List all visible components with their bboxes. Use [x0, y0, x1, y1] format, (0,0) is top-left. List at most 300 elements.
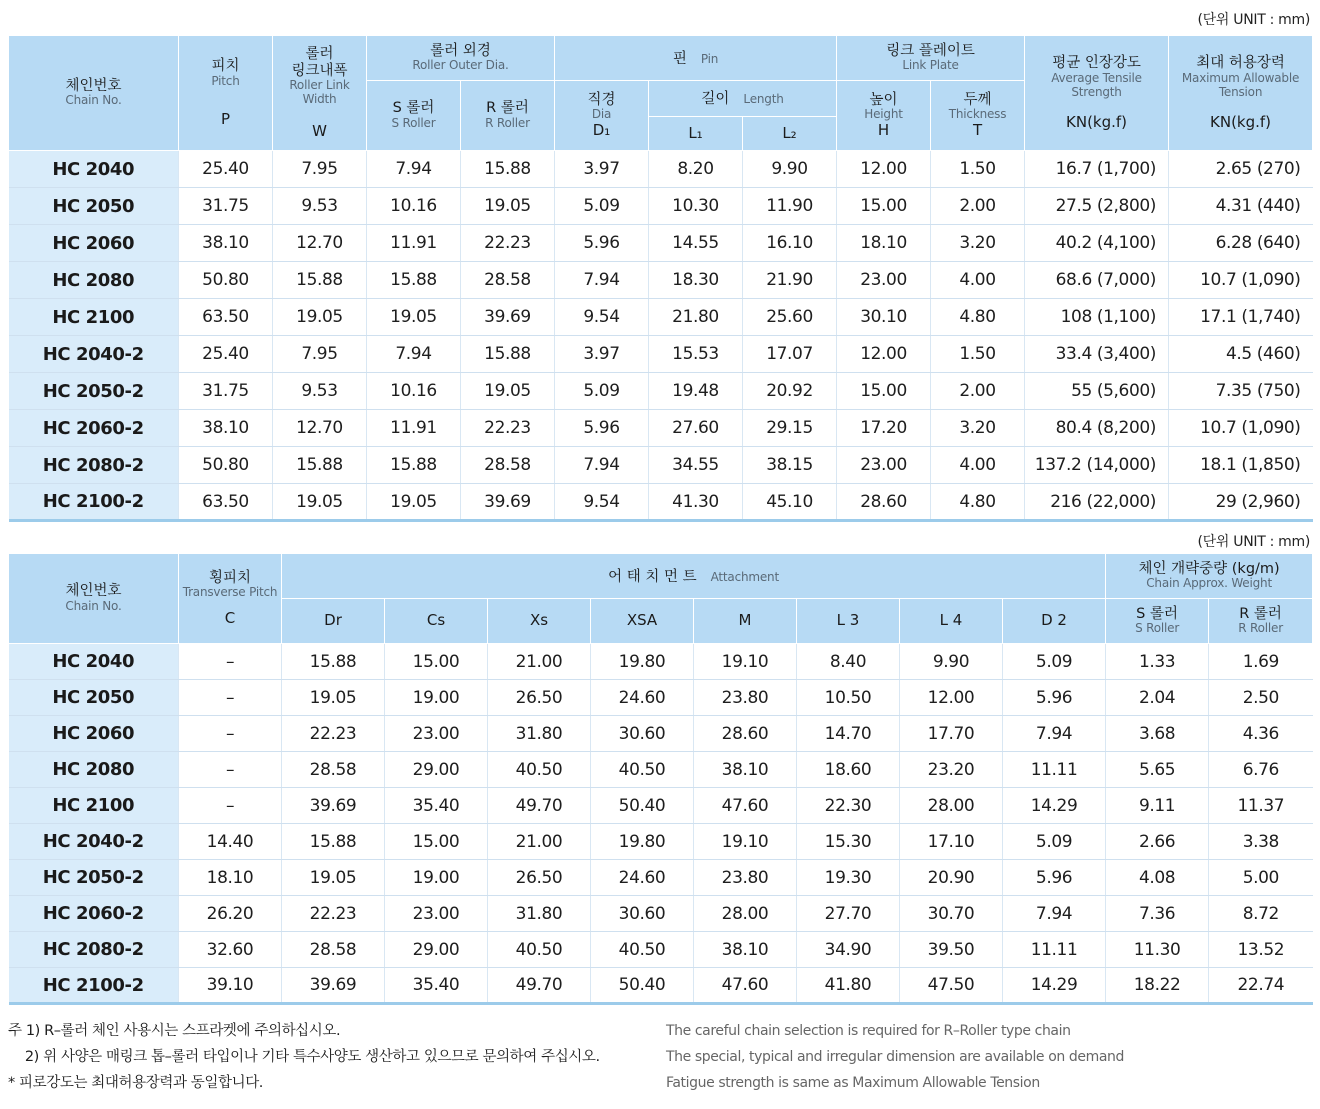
table-row	[9, 716, 1313, 752]
table-cell: 35.40	[385, 968, 488, 1004]
header-pitch: 피치 Pitch P	[179, 36, 273, 151]
chain-number-cell: HC 2060	[9, 716, 179, 752]
table-cell: 39.50	[900, 932, 1003, 968]
chain-number-cell: HC 2050	[9, 188, 179, 225]
table-cell: 18.10	[179, 860, 282, 896]
table-cell: 2.65 (270)	[1169, 151, 1313, 188]
table-row	[9, 151, 1313, 188]
table-cell: 63.50	[179, 299, 273, 336]
table-cell: 15.00	[837, 373, 931, 410]
header-l2: L₂	[743, 117, 837, 151]
header-roller-link-width: 롤러 링크내폭 Roller Link Width W	[273, 36, 367, 151]
table-cell: 3.20	[931, 225, 1025, 262]
table-cell: 2.66	[1106, 824, 1209, 860]
table-cell: 19.00	[385, 680, 488, 716]
table-cell: 18.10	[837, 225, 931, 262]
table-cell: 8.40	[797, 644, 900, 680]
note-ko-3: * 피로강도는 최대허용장력과 동일합니다.	[8, 1075, 264, 1091]
table-row	[9, 860, 1313, 896]
table-cell: 8.72	[1209, 896, 1313, 932]
table-cell: 19.05	[273, 299, 367, 336]
table-cell: 19.80	[591, 644, 694, 680]
table-cell: 15.88	[273, 447, 367, 484]
table-cell: 19.05	[461, 373, 555, 410]
table-cell: 14.29	[1003, 968, 1106, 1004]
table-cell: 47.60	[694, 968, 797, 1004]
table-cell: 23.20	[900, 752, 1003, 788]
header-max-allowable-tension: 최대 허용장력 Maximum Allowable Tension KN(kg.f)	[1169, 36, 1313, 151]
table-cell: 7.36	[1106, 896, 1209, 932]
table-cell: 17.1 (1,740)	[1169, 299, 1313, 336]
table-cell: 28.00	[900, 788, 1003, 824]
table-cell: 26.50	[488, 680, 591, 716]
table-cell: 14.55	[649, 225, 743, 262]
note-en-2: The special, typical and irregular dimension are available on demand	[666, 1049, 1124, 1065]
table-cell: 6.28 (640)	[1169, 225, 1313, 262]
table-cell: –	[179, 680, 282, 716]
table-cell: –	[179, 716, 282, 752]
table-cell: 7.94	[1003, 896, 1106, 932]
table-cell: 16.7 (1,700)	[1025, 151, 1169, 188]
table-cell: 15.88	[461, 336, 555, 373]
table-cell: 23.00	[385, 896, 488, 932]
table-cell: 7.95	[273, 336, 367, 373]
chain-number-cell: HC 2060-2	[9, 896, 179, 932]
table-cell: 7.94	[555, 262, 649, 299]
table-cell: 18.22	[1106, 968, 1209, 1004]
table-cell: 4.36	[1209, 716, 1313, 752]
table-row	[9, 968, 1313, 1004]
table-cell: 17.10	[900, 824, 1003, 860]
table-cell: 7.94	[555, 447, 649, 484]
table-cell: 50.40	[591, 788, 694, 824]
header-weight-r-roller: R 롤러 R Roller	[1209, 599, 1313, 644]
header-chain-weight: 체인 개략중량 (kg/m) Chain Approx. Weight	[1106, 554, 1313, 599]
table-row	[9, 788, 1313, 824]
header-transverse-pitch: 횡피치 Transverse Pitch C	[179, 554, 282, 644]
header-pin: 핀 Pin	[555, 36, 837, 81]
unit-label-top: (단위 UNIT : mm)	[1197, 12, 1310, 28]
table-cell: 9.90	[743, 151, 837, 188]
table-cell: 30.10	[837, 299, 931, 336]
header-cs: Cs	[385, 599, 488, 644]
table-cell: 216 (22,000)	[1025, 484, 1169, 521]
table-cell: 9.90	[900, 644, 1003, 680]
table-cell: 5.00	[1209, 860, 1313, 896]
table-cell: 18.1 (1,850)	[1169, 447, 1313, 484]
table-cell: 39.10	[179, 968, 282, 1004]
table-cell: 17.70	[900, 716, 1003, 752]
table-row	[9, 680, 1313, 716]
table-cell: 29.15	[743, 410, 837, 447]
table-cell: 63.50	[179, 484, 273, 521]
table-cell: 11.91	[367, 410, 461, 447]
table-cell: 30.70	[900, 896, 1003, 932]
table-row	[9, 824, 1313, 860]
table-cell: 7.35 (750)	[1169, 373, 1313, 410]
table-cell: 15.00	[837, 188, 931, 225]
chain-number-cell: HC 2100-2	[9, 968, 179, 1004]
table-cell: 12.00	[900, 680, 1003, 716]
table-cell: 38.10	[179, 225, 273, 262]
table-cell: 49.70	[488, 788, 591, 824]
table-cell: 22.23	[461, 410, 555, 447]
table-cell: 28.00	[694, 896, 797, 932]
table-cell: 14.40	[179, 824, 282, 860]
table-cell: 5.65	[1106, 752, 1209, 788]
table-cell: 15.88	[367, 447, 461, 484]
table-cell: 38.10	[694, 932, 797, 968]
header-r-roller: R 롤러 R Roller	[461, 81, 555, 151]
table-cell: 22.30	[797, 788, 900, 824]
header-d2: D 2	[1003, 599, 1106, 644]
table-cell: 21.00	[488, 824, 591, 860]
table-cell: 11.11	[1003, 752, 1106, 788]
table-cell: 28.60	[694, 716, 797, 752]
table-cell: 19.48	[649, 373, 743, 410]
chain-number-cell: HC 2100	[9, 788, 179, 824]
table-cell: 12.70	[273, 225, 367, 262]
table-cell: 26.20	[179, 896, 282, 932]
table-cell: 10.7 (1,090)	[1169, 410, 1313, 447]
table-cell: 15.88	[461, 151, 555, 188]
table-cell: 15.88	[367, 262, 461, 299]
unit-label-bottom: (단위 UNIT : mm)	[1197, 534, 1310, 550]
table-cell: 3.68	[1106, 716, 1209, 752]
table-cell: 3.38	[1209, 824, 1313, 860]
table-cell: 34.90	[797, 932, 900, 968]
table-cell: 15.88	[273, 262, 367, 299]
table-cell: 19.10	[694, 824, 797, 860]
table-cell: 50.40	[591, 968, 694, 1004]
header-plate-thickness: 두께 Thickness T	[931, 81, 1025, 151]
table-cell: 7.94	[367, 151, 461, 188]
table-cell: 5.09	[1003, 644, 1106, 680]
table-cell: 16.10	[743, 225, 837, 262]
header-pin-length: 길이 Length	[649, 81, 837, 117]
table-cell: 50.80	[179, 447, 273, 484]
table-cell: 9.11	[1106, 788, 1209, 824]
table-cell: 5.09	[555, 188, 649, 225]
table-row	[9, 484, 1313, 521]
header-link-plate: 링크 플레이트 Link Plate	[837, 36, 1025, 81]
table-cell: 2.00	[931, 188, 1025, 225]
table-cell: 29.00	[385, 932, 488, 968]
table-cell: 1.69	[1209, 644, 1313, 680]
table-cell: 5.96	[555, 410, 649, 447]
table-cell: 9.54	[555, 484, 649, 521]
notes-english	[666, 1018, 1124, 1096]
header-xsa: XSA	[591, 599, 694, 644]
table-cell: 17.20	[837, 410, 931, 447]
table-cell: 17.07	[743, 336, 837, 373]
table-cell: 55 (5,600)	[1025, 373, 1169, 410]
table-cell: 15.88	[282, 824, 385, 860]
table-cell: 27.70	[797, 896, 900, 932]
table-cell: 10.50	[797, 680, 900, 716]
chain-number-cell: HC 2100-2	[9, 484, 179, 521]
table-cell: 18.60	[797, 752, 900, 788]
table-cell: 18.30	[649, 262, 743, 299]
chain-number-cell: HC 2050	[9, 680, 179, 716]
note-ko-2: 2) 위 사양은 매링크 톱–롤러 타입이나 기타 특수사양도 생산하고 있으므로 문의하여 주십시오.	[8, 1049, 600, 1065]
table-row	[9, 188, 1313, 225]
table-cell: 31.80	[488, 896, 591, 932]
header-l3: L 3	[797, 599, 900, 644]
chain-number-cell: HC 2080-2	[9, 447, 179, 484]
table-cell: 28.58	[282, 752, 385, 788]
table-cell: 4.80	[931, 484, 1025, 521]
table-cell: 20.90	[900, 860, 1003, 896]
table-cell: 27.60	[649, 410, 743, 447]
table-cell: 11.30	[1106, 932, 1209, 968]
table-cell: 24.60	[591, 680, 694, 716]
table-cell: 27.5 (2,800)	[1025, 188, 1169, 225]
header-pin-dia: 직경 Dia D₁	[555, 81, 649, 151]
table-cell: 40.50	[591, 932, 694, 968]
table-cell: 19.05	[461, 188, 555, 225]
table-cell: 31.75	[179, 188, 273, 225]
table-cell: 22.23	[282, 896, 385, 932]
table-cell: 19.00	[385, 860, 488, 896]
table-cell: 24.60	[591, 860, 694, 896]
table-cell: 21.80	[649, 299, 743, 336]
table-row	[9, 644, 1313, 680]
table-cell: 45.10	[743, 484, 837, 521]
table-cell: 32.60	[179, 932, 282, 968]
table-cell: 10.16	[367, 373, 461, 410]
table-cell: 23.00	[385, 716, 488, 752]
chain-number-cell: HC 2050-2	[9, 373, 179, 410]
table-cell: 80.4 (8,200)	[1025, 410, 1169, 447]
table-cell: 68.6 (7,000)	[1025, 262, 1169, 299]
table-cell: 15.00	[385, 824, 488, 860]
table-cell: 9.54	[555, 299, 649, 336]
table-cell: 25.60	[743, 299, 837, 336]
table-cell: 34.55	[649, 447, 743, 484]
chain-number-cell: HC 2080	[9, 262, 179, 299]
table-cell: 30.60	[591, 716, 694, 752]
table-cell: 10.16	[367, 188, 461, 225]
note-ko-1: 주 1) R–롤러 체인 사용시는 스프라켓에 주의하십시오.	[8, 1023, 341, 1039]
table-cell: 28.58	[282, 932, 385, 968]
table-cell: 15.30	[797, 824, 900, 860]
header-roller-outer-dia: 롤러 외경 Roller Outer Dia.	[367, 36, 555, 81]
table-cell: 19.05	[367, 299, 461, 336]
table-cell: 5.96	[1003, 860, 1106, 896]
table-cell: 19.80	[591, 824, 694, 860]
table-cell: 12.70	[273, 410, 367, 447]
table-cell: 38.10	[694, 752, 797, 788]
table-cell: 11.91	[367, 225, 461, 262]
table-cell: 41.80	[797, 968, 900, 1004]
table-cell: 19.05	[273, 484, 367, 521]
table-cell: 15.53	[649, 336, 743, 373]
chain-number-cell: HC 2040-2	[9, 824, 179, 860]
table-cell: 50.80	[179, 262, 273, 299]
table-cell: 39.69	[461, 484, 555, 521]
table-cell: 40.50	[488, 752, 591, 788]
table-cell: 7.94	[367, 336, 461, 373]
table-cell: 7.95	[273, 151, 367, 188]
table-cell: 40.50	[488, 932, 591, 968]
table-cell: 15.00	[385, 644, 488, 680]
table-cell: –	[179, 788, 282, 824]
table-cell: 28.58	[461, 262, 555, 299]
table-cell: 21.00	[488, 644, 591, 680]
table-cell: 1.33	[1106, 644, 1209, 680]
table-cell: 4.00	[931, 262, 1025, 299]
header-l1: L₁	[649, 117, 743, 151]
table-cell: 13.52	[1209, 932, 1313, 968]
table-cell: 11.37	[1209, 788, 1313, 824]
header-chain-no: 체인번호 Chain No.	[9, 36, 179, 151]
table-cell: 14.70	[797, 716, 900, 752]
table-cell: 25.40	[179, 151, 273, 188]
table-cell: 4.08	[1106, 860, 1209, 896]
table-cell: 14.29	[1003, 788, 1106, 824]
header-attachment: 어 태 치 먼 트 Attachment	[282, 554, 1106, 599]
table-cell: 23.80	[694, 680, 797, 716]
table-cell: 137.2 (14,000)	[1025, 447, 1169, 484]
chain-number-cell: HC 2060-2	[9, 410, 179, 447]
header-l4: L 4	[900, 599, 1003, 644]
table-cell: 19.30	[797, 860, 900, 896]
table-cell: 11.11	[1003, 932, 1106, 968]
notes-korean	[8, 1018, 600, 1096]
table-cell: 25.40	[179, 336, 273, 373]
header-xs: Xs	[488, 599, 591, 644]
chain-spec-table	[8, 35, 1313, 522]
table-cell: 47.50	[900, 968, 1003, 1004]
table-cell: 22.74	[1209, 968, 1313, 1004]
header-average-tensile-strength: 평균 인장강도 Average Tensile Strength KN(kg.f)	[1025, 36, 1169, 151]
table-cell: 4.00	[931, 447, 1025, 484]
table-row	[9, 932, 1313, 968]
table-cell: 8.20	[649, 151, 743, 188]
table-cell: 39.69	[282, 788, 385, 824]
table-cell: 5.96	[555, 225, 649, 262]
table-cell: 30.60	[591, 896, 694, 932]
table-cell: 47.60	[694, 788, 797, 824]
table-cell: 41.30	[649, 484, 743, 521]
table-cell: 21.90	[743, 262, 837, 299]
chain-number-cell: HC 2080-2	[9, 932, 179, 968]
table-cell: 12.00	[837, 151, 931, 188]
table-row	[9, 262, 1313, 299]
table-cell: –	[179, 752, 282, 788]
chain-number-cell: HC 2060	[9, 225, 179, 262]
table-cell: 33.4 (3,400)	[1025, 336, 1169, 373]
table-row	[9, 299, 1313, 336]
table-cell: 22.23	[461, 225, 555, 262]
table-cell: 28.58	[461, 447, 555, 484]
table-cell: 38.15	[743, 447, 837, 484]
table-row	[9, 336, 1313, 373]
table-cell: 3.97	[555, 336, 649, 373]
table-cell: 9.53	[273, 373, 367, 410]
header-dr: Dr	[282, 599, 385, 644]
table-cell: 23.80	[694, 860, 797, 896]
table-cell: 3.97	[555, 151, 649, 188]
chain-number-cell: HC 2040	[9, 644, 179, 680]
table-cell: 12.00	[837, 336, 931, 373]
table-cell: 6.76	[1209, 752, 1313, 788]
table-cell: 5.96	[1003, 680, 1106, 716]
table-row	[9, 447, 1313, 484]
table-cell: 4.5 (460)	[1169, 336, 1313, 373]
note-en-3: Fatigue strength is same as Maximum Allowable Tension	[666, 1075, 1040, 1091]
table-cell: 4.80	[931, 299, 1025, 336]
table-row	[9, 225, 1313, 262]
table-cell: 35.40	[385, 788, 488, 824]
header-chain-no-2: 체인번호 Chain No.	[9, 554, 179, 644]
table-cell: 31.80	[488, 716, 591, 752]
table-cell: 20.92	[743, 373, 837, 410]
table-cell: 39.69	[461, 299, 555, 336]
table-cell: 38.10	[179, 410, 273, 447]
table-cell: 19.10	[694, 644, 797, 680]
table-cell: 10.7 (1,090)	[1169, 262, 1313, 299]
table-cell: 1.50	[931, 151, 1025, 188]
table-cell: 3.20	[931, 410, 1025, 447]
table-cell: 108 (1,100)	[1025, 299, 1169, 336]
table-cell: 29.00	[385, 752, 488, 788]
table-cell: 19.05	[282, 860, 385, 896]
header-s-roller: S 롤러 S Roller	[367, 81, 461, 151]
table-cell: 2.04	[1106, 680, 1209, 716]
header-plate-height: 높이 Height H	[837, 81, 931, 151]
chain-number-cell: HC 2040-2	[9, 336, 179, 373]
table-row	[9, 373, 1313, 410]
table-cell: 19.05	[367, 484, 461, 521]
table-cell: 2.00	[931, 373, 1025, 410]
table-cell: 9.53	[273, 188, 367, 225]
attachment-spec-table	[8, 553, 1313, 1005]
table-row	[9, 752, 1313, 788]
chain-number-cell: HC 2050-2	[9, 860, 179, 896]
table-row	[9, 896, 1313, 932]
table-cell: 40.2 (4,100)	[1025, 225, 1169, 262]
table-cell: 31.75	[179, 373, 273, 410]
table-cell: 49.70	[488, 968, 591, 1004]
chain-number-cell: HC 2080	[9, 752, 179, 788]
table-cell: 1.50	[931, 336, 1025, 373]
header-m: M	[694, 599, 797, 644]
table-cell: 7.94	[1003, 716, 1106, 752]
table-cell: 22.23	[282, 716, 385, 752]
table-cell: 5.09	[555, 373, 649, 410]
table-cell: 40.50	[591, 752, 694, 788]
table-cell: 10.30	[649, 188, 743, 225]
table-cell: 5.09	[1003, 824, 1106, 860]
table-cell: 4.31 (440)	[1169, 188, 1313, 225]
table-cell: –	[179, 644, 282, 680]
table-cell: 11.90	[743, 188, 837, 225]
table-cell: 26.50	[488, 860, 591, 896]
table-row	[9, 410, 1313, 447]
note-en-1: The careful chain selection is required for R–Roller type chain	[666, 1023, 1071, 1039]
header-weight-s-roller: S 롤러 S Roller	[1106, 599, 1209, 644]
chain-number-cell: HC 2100	[9, 299, 179, 336]
table-cell: 29 (2,960)	[1169, 484, 1313, 521]
table-cell: 15.88	[282, 644, 385, 680]
table-cell: 39.69	[282, 968, 385, 1004]
table-cell: 19.05	[282, 680, 385, 716]
table-cell: 23.00	[837, 262, 931, 299]
chain-number-cell: HC 2040	[9, 151, 179, 188]
table-cell: 28.60	[837, 484, 931, 521]
